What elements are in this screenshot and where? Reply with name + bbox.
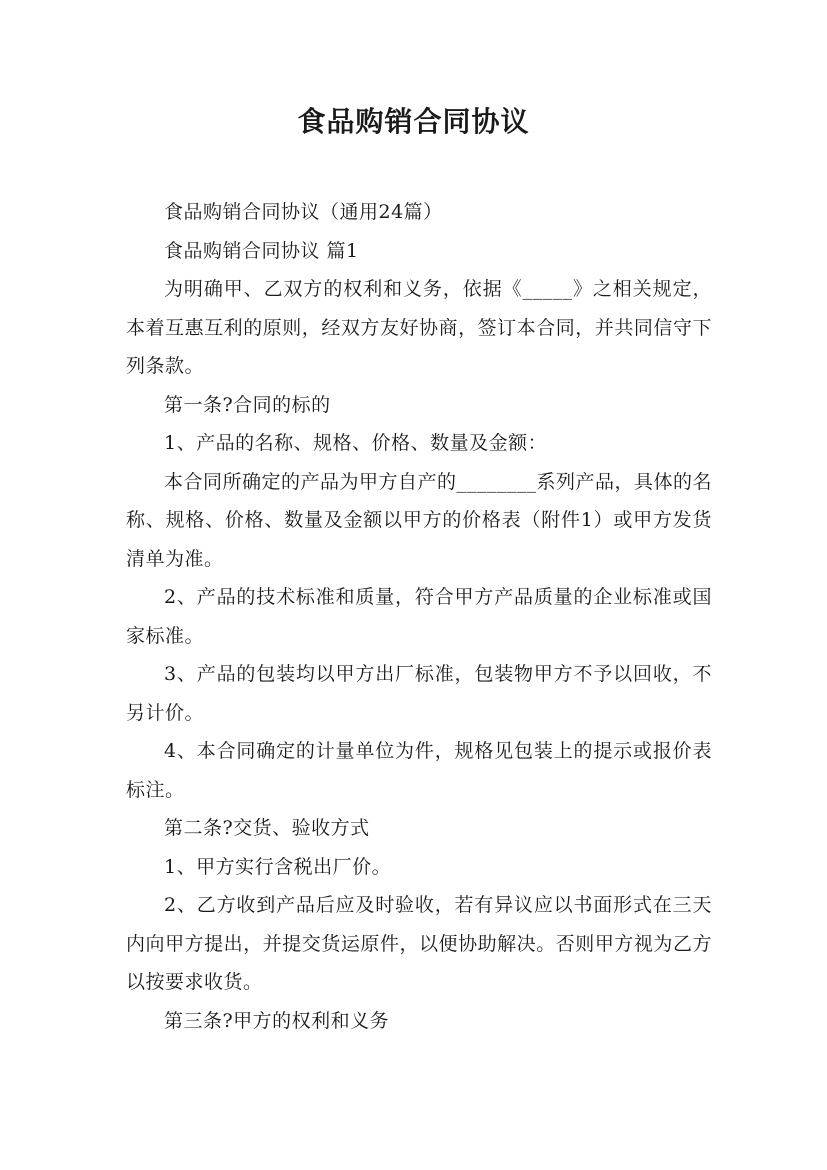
paragraph-heading-collection: 食品购销合同协议（通用24篇）	[164, 201, 443, 223]
article-1-clause-2: 2、产品的技术标准和质量，符合甲方产品质量的企业标准或国家标准。	[126, 586, 712, 647]
article-1-clause-3: 3、产品的包装均以甲方出厂标准，包装物甲方不予以回收，不另计价。	[126, 663, 712, 724]
document-title: 食品购销合同协议	[297, 105, 530, 138]
article-1-heading: 第一条?合同的标的	[164, 393, 331, 416]
article-2-clause-2: 2、乙方收到产品后应及时验收，若有异议应以书面形式在三天内向甲方提出，并提交货运原件，以便协助解决。否则甲方视为乙方以按要求收货。	[126, 894, 712, 993]
article-3-heading: 第三条?甲方的权利和义务	[164, 1009, 390, 1032]
paragraph-heading-part-1: 食品购销合同协议 篇1	[164, 239, 359, 262]
document-body	[126, 193, 712, 1040]
article-1-clause-4: 4、本合同确定的计量单位为件，规格见包装上的提示或报价表标注。	[126, 740, 712, 801]
article-2-heading: 第二条?交货、验收方式	[164, 817, 370, 839]
article-1-clause-1: 1、产品的名称、规格、价格、数量及金额：	[164, 432, 548, 454]
article-2-clause-1: 1、甲方实行含税出厂价。	[164, 855, 392, 878]
paragraph-preamble: 为明确甲、乙双方的权利和义务，依据《_____》之相关规定，本着互惠互利的原则，经双方友好协商，签订本合同，并共同信守下列条款。	[126, 278, 712, 377]
article-1-clause-1-detail: 本合同所确定的产品为甲方自产的________系列产品，具体的名称、规格、价格、数量及金额以甲方的价格表（附件1）或甲方发货清单为准。	[126, 470, 713, 570]
